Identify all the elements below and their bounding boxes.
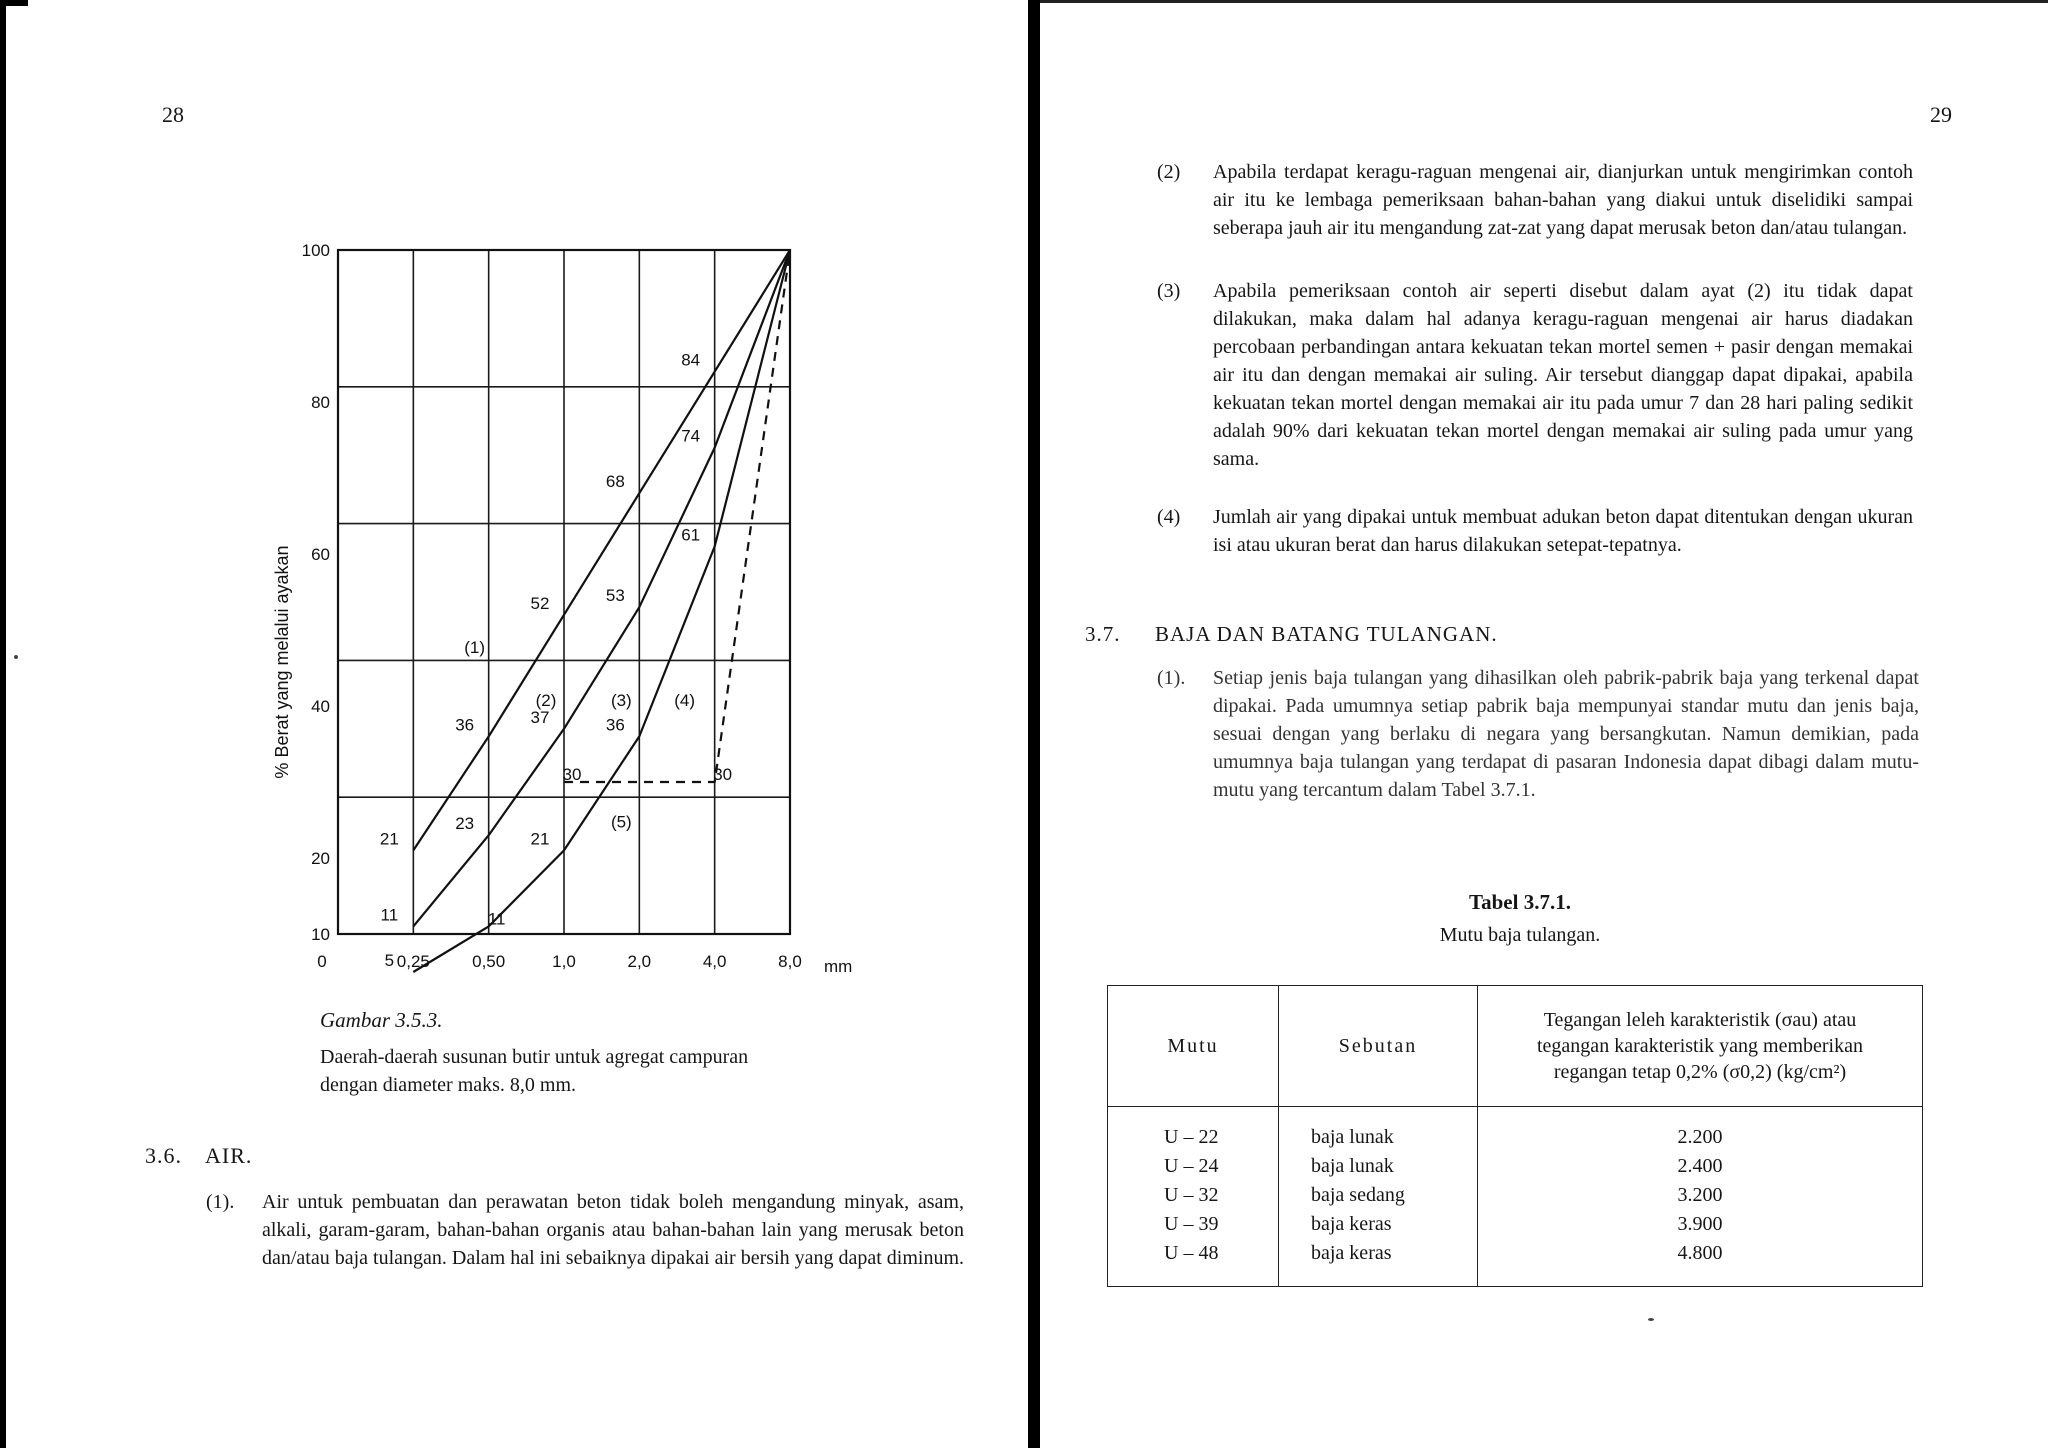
- x-axis-unit: mm: [824, 957, 853, 976]
- book-gutter: [1028, 0, 1040, 1448]
- table-header-row: [1108, 986, 1923, 1107]
- section-heading-air: [145, 1143, 252, 1169]
- data-label: 68: [605, 472, 625, 492]
- y-axis-title: % Berat yang melalui ayakan: [272, 545, 292, 779]
- region-label: (1): [464, 637, 486, 657]
- region-label: (4): [674, 691, 696, 710]
- y-tick-label: 100: [301, 241, 330, 260]
- table-cell: 2.200: [1677, 1126, 1723, 1148]
- table-cell: U – 39: [1164, 1213, 1219, 1235]
- table-body-row: [1108, 1107, 1923, 1287]
- paragraph-air-2: [1157, 158, 1913, 242]
- table-cell: 3.200: [1677, 1184, 1723, 1206]
- paragraph-text: Apabila terdapat keragu-raguan mengenai air, dianjurkan untuk mengirimkan contoh air itu ke lembaga pemeriksaan bahan-bahan yang diakui untuk diselidiki sampai seberapa jauh air itu mengandung zat-zat yang dapat merusak beton dan/atau tulangan.: [1213, 161, 1913, 239]
- x-tick-label: 2,0: [627, 952, 652, 971]
- data-label: 11: [487, 909, 506, 929]
- x-tick-label: 4,0: [702, 952, 727, 971]
- grading-chart: [258, 232, 868, 1002]
- header-tegangan-line: tegangan karakteristik yang memberikan: [1537, 1035, 1863, 1057]
- header-sebutan: Sebutan: [1279, 986, 1478, 1107]
- paragraph-marker: (4): [1157, 506, 1181, 528]
- header-tegangan-line: Tegangan leleh karakteristik (σau) atau: [1543, 1009, 1857, 1031]
- data-label: 30: [713, 765, 733, 784]
- table-cell: U – 24: [1164, 1155, 1219, 1177]
- table-cell: U – 48: [1164, 1242, 1219, 1264]
- paragraph-air-4: [1157, 503, 1913, 559]
- table-cell: baja lunak: [1311, 1155, 1394, 1177]
- data-label: 61: [681, 525, 701, 545]
- page-number-left: 28: [162, 102, 184, 127]
- x-tick-label: 0,50: [472, 952, 506, 971]
- data-label: 74: [681, 426, 701, 446]
- data-label: 21: [379, 829, 399, 849]
- scan-speck: [14, 655, 18, 659]
- paragraph-air-1: [206, 1188, 965, 1272]
- region-label: (3): [610, 691, 632, 710]
- paragraph-baja-1: [1157, 664, 1919, 804]
- section-number: 3.6.: [145, 1143, 182, 1168]
- paragraph-text: Jumlah air yang dipakai untuk membuat adukan beton dapat ditentukan dengan ukuran isi atau ukuran berat dan harus dilakukan setepat-tepatnya.: [1213, 506, 1913, 556]
- region-label: (2): [535, 691, 557, 710]
- section-heading-baja: [1085, 622, 1498, 647]
- data-label: 5: [384, 951, 395, 970]
- table-cell: 2.400: [1677, 1155, 1723, 1177]
- data-label: 84: [681, 350, 701, 370]
- chart-svg: [258, 232, 868, 1002]
- data-label: 36: [455, 715, 475, 735]
- data-label: 36: [605, 715, 625, 735]
- header-mutu: Mutu: [1108, 986, 1279, 1107]
- table-cell: U – 32: [1164, 1184, 1219, 1206]
- table-cell: baja keras: [1311, 1242, 1392, 1264]
- header-tegangan-line: regangan tetap 0,2% (σ0,2) (kg/cm²): [1553, 1061, 1847, 1083]
- sebutan-column: [1279, 1107, 1478, 1287]
- table-cell: 3.900: [1677, 1213, 1723, 1235]
- table-cell: baja lunak: [1311, 1126, 1394, 1148]
- paragraph-marker: (1).: [1157, 667, 1186, 689]
- table-cell: U – 22: [1164, 1126, 1219, 1148]
- y-tick-label: 80: [311, 393, 330, 412]
- data-label: 37: [530, 707, 550, 727]
- paragraph-text: Air untuk pembuatan dan perawatan beton tidak boleh mengandung minyak, asam, alkali, garam-garam, bahan-bahan organis atau bahan-bahan lain yang merusak beton dan/atau baja tulangan. Dalam hal ini sebaiknya dipakai air bersih yang dapat diminum.: [262, 1191, 965, 1269]
- section-title: BAJA DAN BATANG TULANGAN.: [1155, 622, 1498, 646]
- x-tick-label: 8,0: [778, 952, 802, 971]
- y-tick-label: 40: [311, 697, 330, 716]
- tegangan-column: [1478, 1107, 1923, 1287]
- table-title: Tabel 3.7.1.: [1469, 890, 1571, 914]
- y-tick-label: 10: [311, 925, 330, 944]
- scan-border-corner: [0, 0, 28, 6]
- x-tick-label: 1,0: [552, 952, 576, 971]
- paragraph-text: Apabila pemeriksaan contoh air seperti disebut dalam ayat (2) itu tidak dapat dilakukan, maka dalam hal adanya keragu-raguan mengenai air harus diadakan percobaan perbandingan antara kekuatan tekan mortel semen + pasir dengan memakai air itu dan dengan memakai air suling. Air tersebut dianggap dapat dipakai, apabila kekuatan tekan mortel dengan memakai air itu pada umur 7 dan 28 hari paling sedikit adalah 90% dari kekuatan tekan mortel dengan memakai air suling pada umur yang sama.: [1213, 280, 1913, 470]
- table-cell: 4.800: [1677, 1242, 1723, 1264]
- series-line-curve-3: [413, 250, 790, 972]
- table-cell: baja keras: [1311, 1213, 1392, 1235]
- paragraph-marker: (3): [1157, 280, 1181, 302]
- series-line-curve-1: [413, 250, 790, 850]
- mutu-column: [1108, 1107, 1279, 1287]
- data-label: 52: [530, 593, 550, 613]
- region-label: (5): [610, 812, 632, 832]
- data-label: 11: [380, 905, 399, 925]
- table-subtitle: Mutu baja tulangan.: [1439, 924, 1601, 946]
- figure-caption-number: Gambar 3.5.3.: [320, 1008, 443, 1032]
- y-tick-label: 20: [311, 849, 330, 868]
- x-tick-label: 0: [317, 952, 327, 971]
- figure-caption-text: Daerah-daerah susunan butir untuk agregat campuran dengan diameter maks. 8,0 mm.: [320, 1046, 749, 1096]
- paragraph-text: Setiap jenis baja tulangan yang dihasilkan oleh pabrik-pabrik baja yang terkenal dapat dipakai. Pada umumnya setiap pabrik baja mempunyai standar mutu dan jenis baja, sesuai dengan yang berlaku di negara yang bersangkutan. Namun demikian, pada umumnya baja tulangan yang terdapat di pasaran Indonesia dapat dibagi dalam mutu-mutu yang tercantum dalam Tabel 3.7.1.: [1213, 667, 1919, 801]
- scan-border-left: [0, 0, 6, 1448]
- section-number: 3.7.: [1085, 622, 1121, 646]
- scan-border-top: [1040, 0, 2048, 3]
- paragraph-marker: (1).: [206, 1191, 235, 1213]
- data-label: 23: [455, 814, 475, 834]
- paragraph-air-3: [1157, 277, 1913, 473]
- data-label: 30: [562, 765, 582, 784]
- figure-3-5-3: [258, 232, 868, 1002]
- data-label: 53: [605, 586, 625, 606]
- page-number-right: 29: [1930, 102, 1952, 127]
- y-tick-label: 60: [311, 545, 330, 564]
- header-tegangan: [1478, 986, 1923, 1107]
- table-cell: baja sedang: [1311, 1184, 1405, 1206]
- section-title: AIR.: [205, 1143, 253, 1168]
- scan-speck: [1648, 1318, 1654, 1321]
- paragraph-marker: (2): [1157, 161, 1181, 183]
- data-label: 21: [530, 829, 550, 849]
- x-tick-label: 0,25: [396, 952, 430, 971]
- steel-quality-table: [1107, 985, 1923, 1287]
